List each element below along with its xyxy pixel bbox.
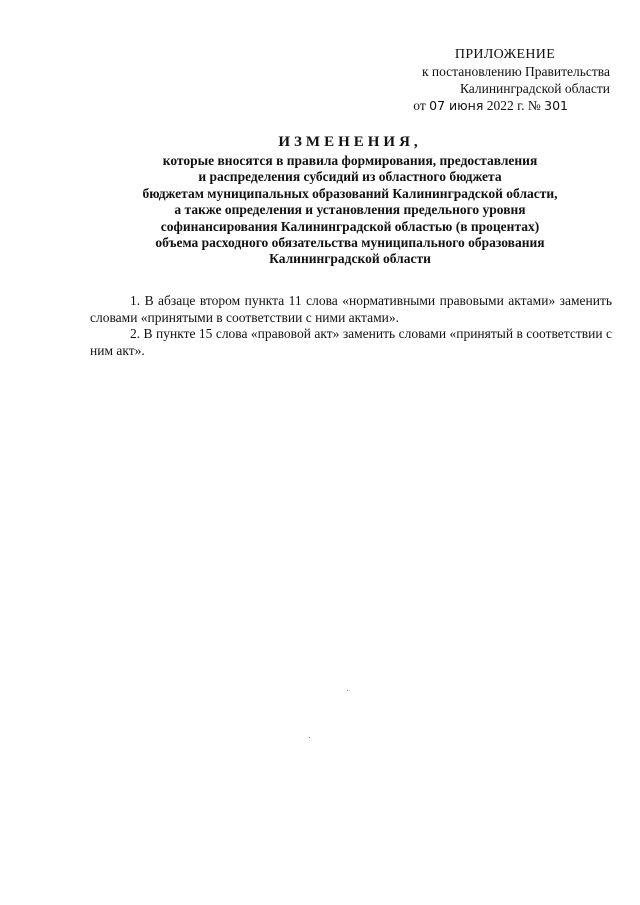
heading-title: ИЗМЕНЕНИЯ,: [278, 134, 422, 150]
paragraph-2: 2. В пункте 15 слова «правовой акт» заменить словами «принятый в соответствии с ним акт».: [90, 326, 612, 358]
paragraph-1: 1. В абзаце втором пункта 11 слова «нормативными правовыми актами» заменить словами «принятыми в соответствии с ними актами».: [90, 293, 612, 325]
date-value: 07 июня: [429, 98, 484, 113]
heading-line: бюджетам муниципальных образований Калининградской области,: [142, 185, 558, 201]
appendix-line-2: Калининградской области: [459, 81, 610, 96]
heading-line: которые вносятся в правила формирования, предоставления: [162, 153, 538, 168]
heading-line: софинансирования Калининградской областью (в процентах): [160, 218, 540, 234]
appendix-date-line: [340, 97, 610, 114]
heading-line: и распределения субсидий из областного бюджета: [198, 169, 502, 185]
appendix-block: [340, 46, 610, 114]
document-heading: [60, 134, 640, 268]
date-year: 2022 г. №: [486, 98, 541, 113]
heading-line: Калининградской области: [269, 251, 431, 267]
heading-line: объема расходного обязательства муниципального образования: [155, 235, 545, 251]
date-prefix: от: [413, 98, 426, 113]
document-body: [90, 293, 612, 359]
scan-speck: [309, 737, 310, 738]
decree-number: 301: [544, 98, 568, 113]
appendix-title: ПРИЛОЖЕНИЕ: [454, 47, 556, 62]
heading-line: а также определения и установления предельного уровня: [174, 202, 526, 218]
appendix-line-1: к постановлению Правительства: [421, 64, 610, 79]
scan-speck: [347, 690, 348, 691]
